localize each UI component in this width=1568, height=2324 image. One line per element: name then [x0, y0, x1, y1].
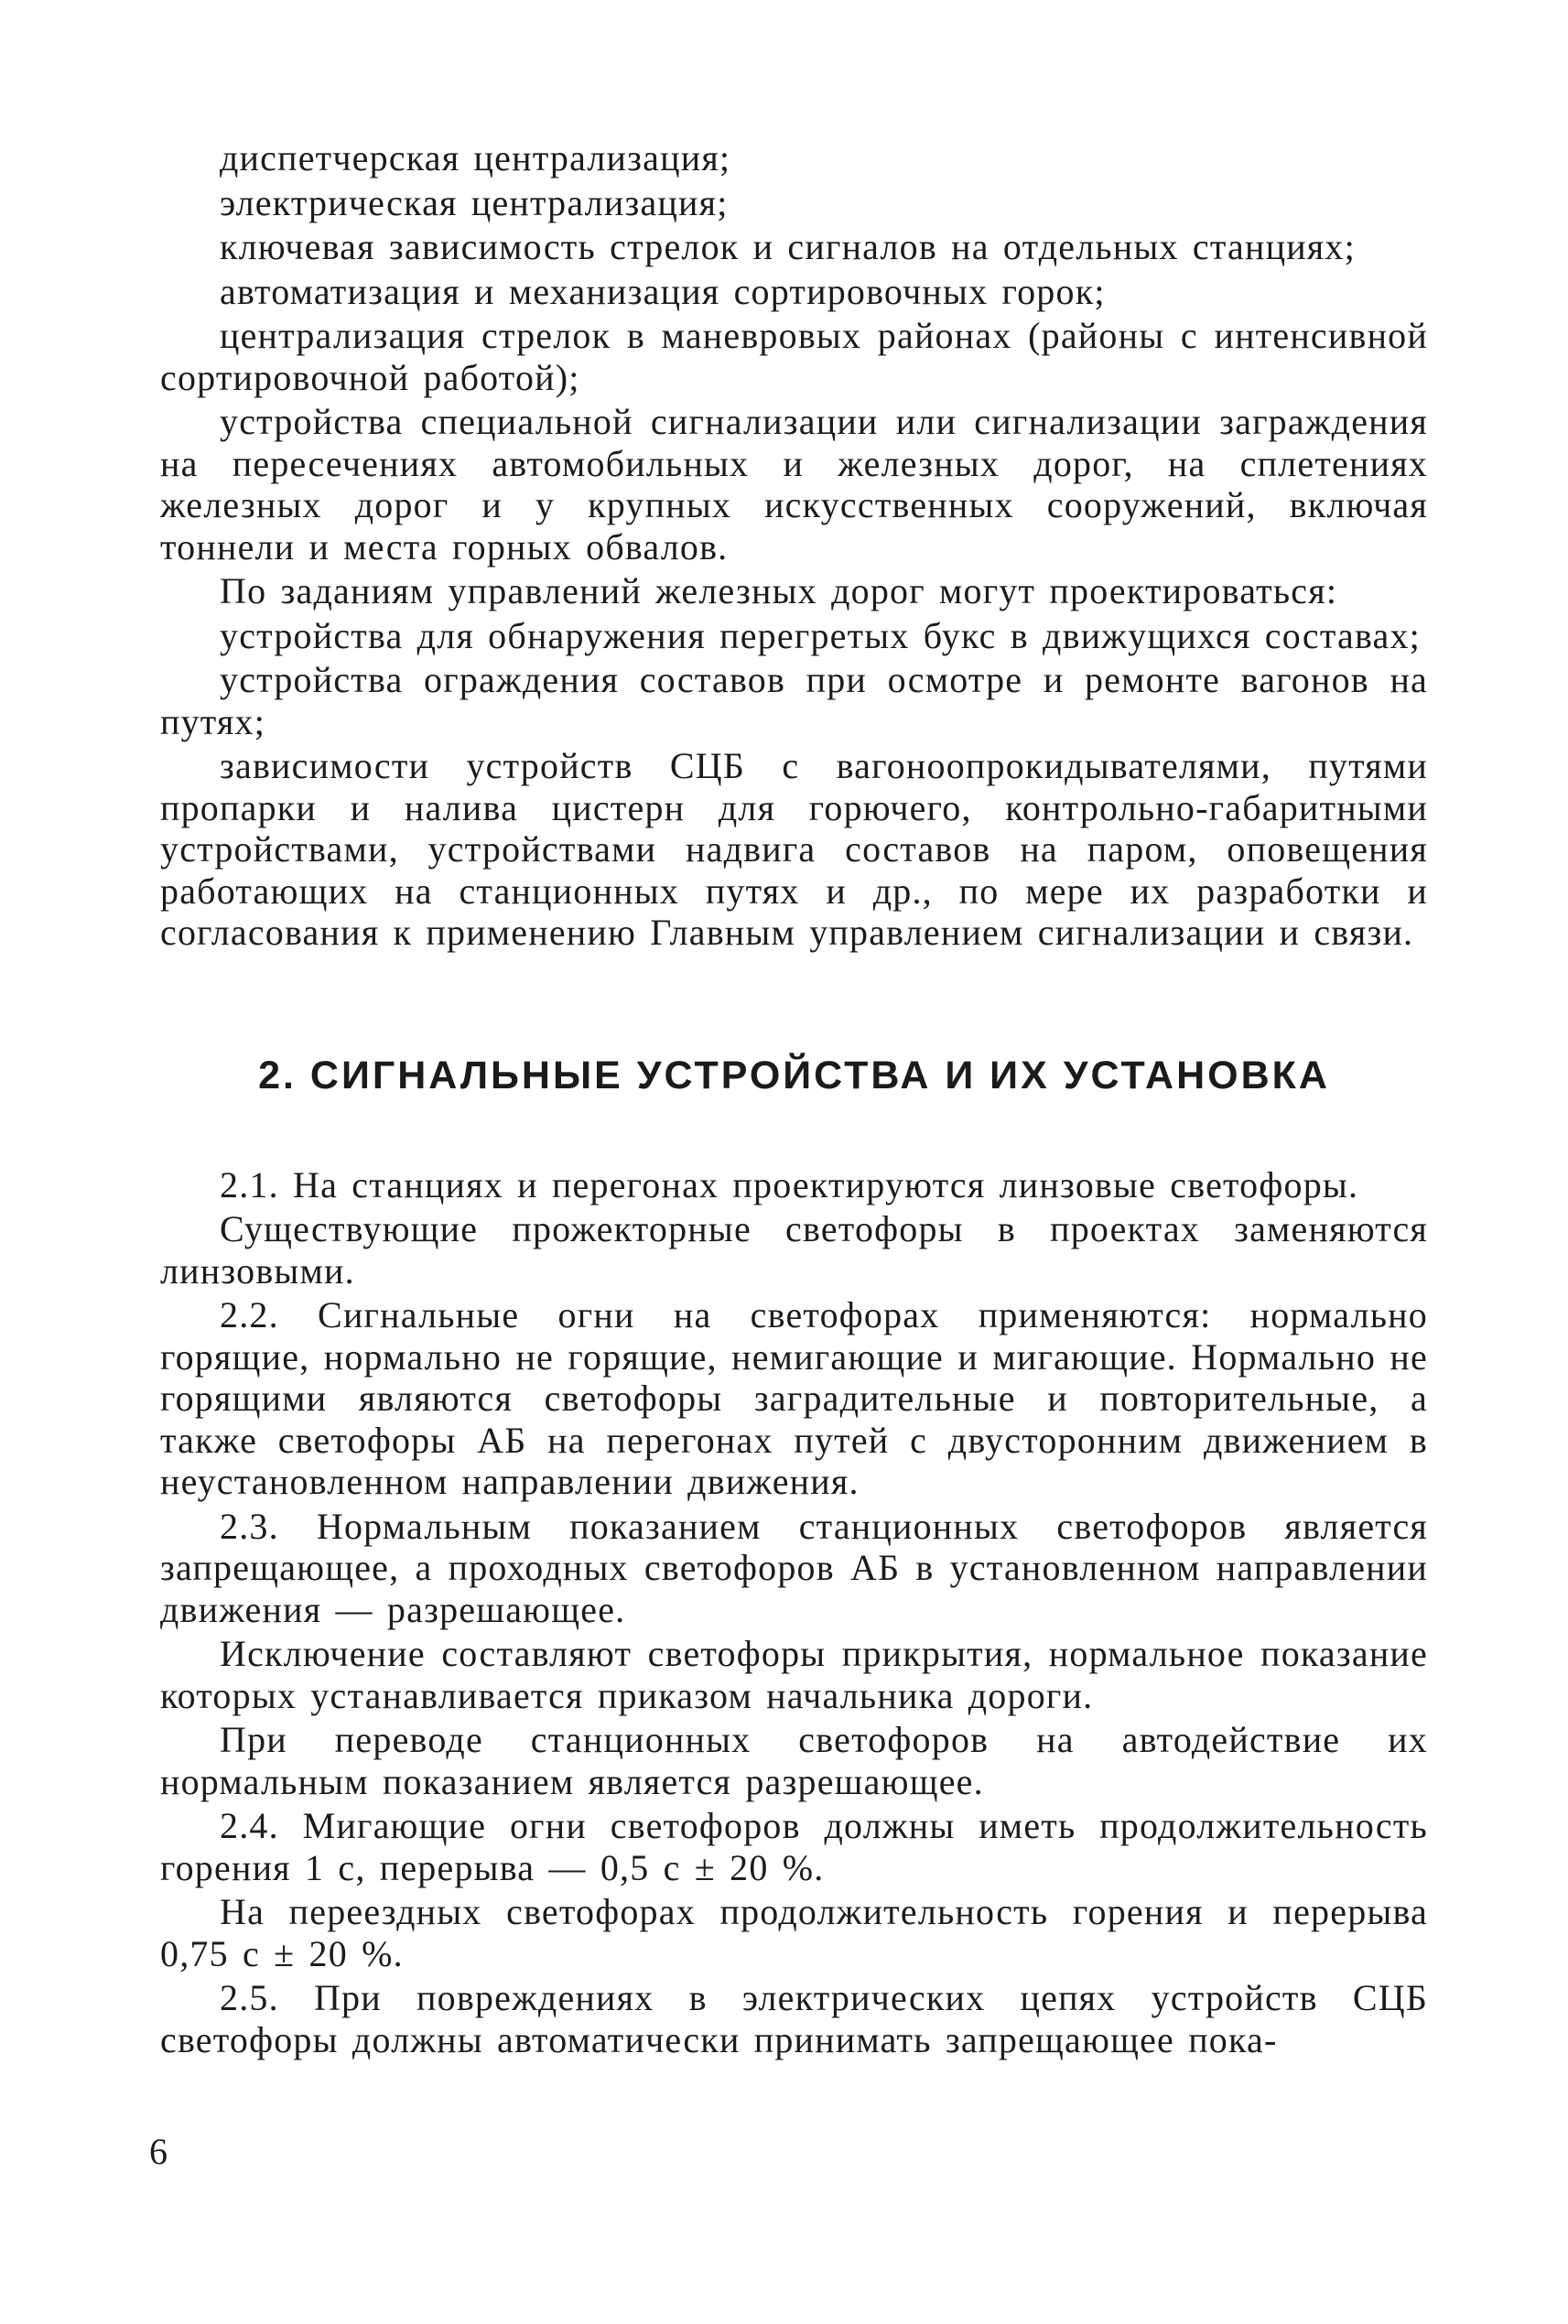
paragraph-2-4: 2.4. Мигающие огни светофоров должны иметь продолжительность горения 1 с, перерыва — 0,5 с ± 20 %. [160, 1805, 1428, 1888]
paragraph-2-3: 2.3. Нормальным показанием станционных светофоров является запрещающее, а проходных светофоров АБ в установленном направлении движения — разрешающее. [160, 1505, 1428, 1630]
intro-item-special-signalling: устройства специальной сигнализации или сигнализации заграждения на пересечениях автомобильных и железных дорог, на сплетениях железных дорог и у крупных искусственных сооружений, включая тоннели и места горных обвалов. [160, 401, 1428, 567]
paragraph-2-2: 2.2. Сигнальные огни на светофорах применяются: нормально горящие, нормально не горящие, немигающие и мигающие. Нормально не горящими являются светофоры заградительные и повторительные, а также светофоры АБ на перегонах путей с двусторонним движением в неустановленном направлении движения. [160, 1294, 1428, 1502]
intro-item-dispatcher-centralization: диспетчерская централизация; [220, 137, 731, 178]
paragraph-2-5: 2.5. При повреждениях в электрических цепях устройств СЦБ светофоры должны автоматически принимать запрещающее пока- [160, 1977, 1428, 2060]
intro-paragraph-by-assignment: По заданиям управлений железных дорог могут проектироваться: [220, 570, 1338, 611]
intro-item-hump-automation: автоматизация и механизация сортировочных горок; [220, 270, 1106, 312]
section-body [160, 1164, 1428, 2061]
intro-item-key-dependency: ключевая зависимость стрелок и сигналов на отдельных станциях; [220, 226, 1356, 267]
intro-item-electric-centralization: электрическая централизация; [220, 181, 729, 223]
paragraph-2-1: 2.1. На станциях и перегонах проектируются линзовые светофоры. [220, 1163, 1359, 1205]
intro-item-shunting-centralization: централизация стрелок в маневровых районах (районы с интенсивной сортировочной работой); [160, 315, 1428, 398]
intro-item-dependencies: зависимости устройств СЦБ с вагоноопрокидывателями, путями пропарки и налива цистерн для горючего, контрольно-габаритными устройствами, устройствами надвига составов на паром, оповещения работающих на станционных путях и др., по мере их разработки и согласования к применению Главным управлением сигнализации и связи. [160, 745, 1428, 953]
paragraph-2-4-crossing: На переездных светофорах продолжительность горения и перерыва 0,75 с ± 20 %. [160, 1891, 1428, 1974]
paragraph-2-3-auto-mode: При переводе станционных светофоров на автодействие их нормальным показанием является разрешающее. [160, 1719, 1428, 1802]
paragraph-2-1-note: Существующие прожекторные светофоры в проектах заменяются линзовыми. [160, 1208, 1428, 1292]
page-content [160, 137, 1428, 2063]
intro-list [160, 137, 1428, 954]
intro-item-train-protection: устройства ограждения составов при осмотре и ремонте вагонов на путях; [160, 659, 1428, 742]
page-number: 6 [149, 2131, 168, 2172]
section-heading: 2. СИГНАЛЬНЫЕ УСТРОЙСТВА И ИХ УСТАНОВКА [258, 1053, 1330, 1097]
paragraph-2-3-exception: Исключение составляют светофоры прикрытия, нормальное показание которых устанавливается приказом начальника дороги. [160, 1633, 1428, 1716]
intro-item-hot-box-detection: устройства для обнаружения перегретых букс в движущихся составах; [220, 614, 1421, 656]
